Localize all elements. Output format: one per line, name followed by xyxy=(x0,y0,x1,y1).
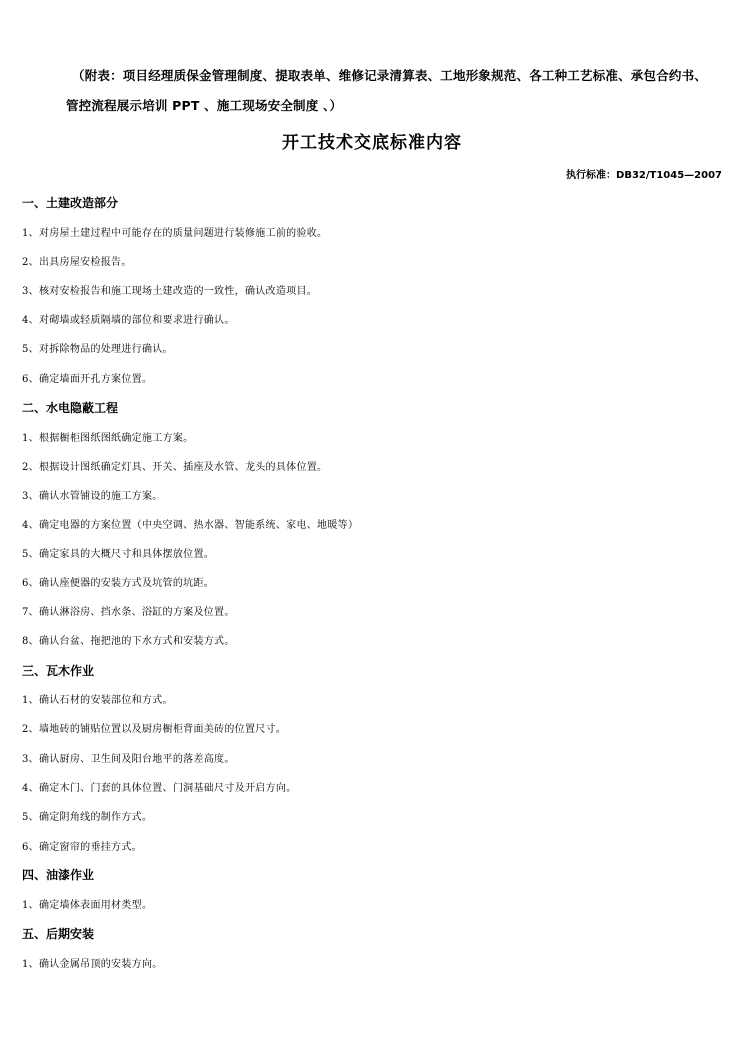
section-heading: 一、土建改造部分 xyxy=(22,196,119,210)
list-item: 6、确认座便器的安装方式及坑管的坑距。 xyxy=(22,578,215,589)
list-item: 2、出具房屋安检报告。 xyxy=(22,257,132,268)
list-item: 5、确定家具的大概尺寸和具体摆放位置。 xyxy=(22,549,215,560)
list-item: 1、根据橱柜图纸图纸确定施工方案。 xyxy=(22,433,194,444)
list-item: 2、墙地砖的铺贴位置以及厨房橱柜背面美砖的位置尺寸。 xyxy=(22,724,287,735)
list-item: 3、确认厨房、卫生间及阳台地平的落差高度。 xyxy=(22,754,235,765)
list-item: 1、确定墙体表面用材类型。 xyxy=(22,900,153,911)
list-item: 8、确认台盆、拖把池的下水方式和安装方式。 xyxy=(22,636,235,647)
list-item: 7、确认淋浴房、挡水条、浴缸的方案及位置。 xyxy=(22,607,235,618)
list-item: 4、确定电器的方案位置（中央空调、热水器、智能系统、家电、地暖等） xyxy=(22,520,359,531)
list-item: 2、根据设计图纸确定灯具、开关、插座及水管、龙头的具体位置。 xyxy=(22,462,328,473)
attachment-note-line-1: （附表：项目经理质保金管理制度、提取表单、维修记录清算表、工地形象规范、各工种工艺标准、承包合约书、 xyxy=(72,68,708,83)
document-title: 开工技术交底标准内容 xyxy=(282,133,462,153)
attachment-note-line-2: 管控流程展示培训 PPT 、施工现场安全制度 、） xyxy=(66,98,343,113)
section-heading: 二、水电隐蔽工程 xyxy=(22,401,119,415)
execution-standard: 执行标准：DB32/T1045—2007 xyxy=(566,170,722,181)
list-item: 3、核对安检报告和施工现场土建改造的一致性，确认改造项目。 xyxy=(22,286,318,297)
list-item: 5、确定阴角线的制作方式。 xyxy=(22,812,153,823)
list-item: 6、确定窗帘的垂挂方式。 xyxy=(22,842,142,853)
list-item: 1、确认石材的安装部位和方式。 xyxy=(22,695,173,706)
list-item: 3、确认水管铺设的施工方案。 xyxy=(22,491,163,502)
list-item: 4、确定木门、门套的具体位置、门洞基础尺寸及开启方向。 xyxy=(22,783,297,794)
section-heading: 四、油漆作业 xyxy=(22,868,95,882)
list-item: 6、确定墙面开孔方案位置。 xyxy=(22,374,153,385)
list-item: 4、对砌墙或轻质隔墙的部位和要求进行确认。 xyxy=(22,315,235,326)
list-item: 5、对拆除物品的处理进行确认。 xyxy=(22,344,173,355)
section-heading: 五、后期安装 xyxy=(22,927,95,941)
list-item: 1、对房屋土建过程中可能存在的质量问题进行装修施工前的验收。 xyxy=(22,228,328,239)
list-item: 1、确认金属吊顶的安装方向。 xyxy=(22,959,163,970)
section-heading: 三、瓦木作业 xyxy=(22,664,95,678)
